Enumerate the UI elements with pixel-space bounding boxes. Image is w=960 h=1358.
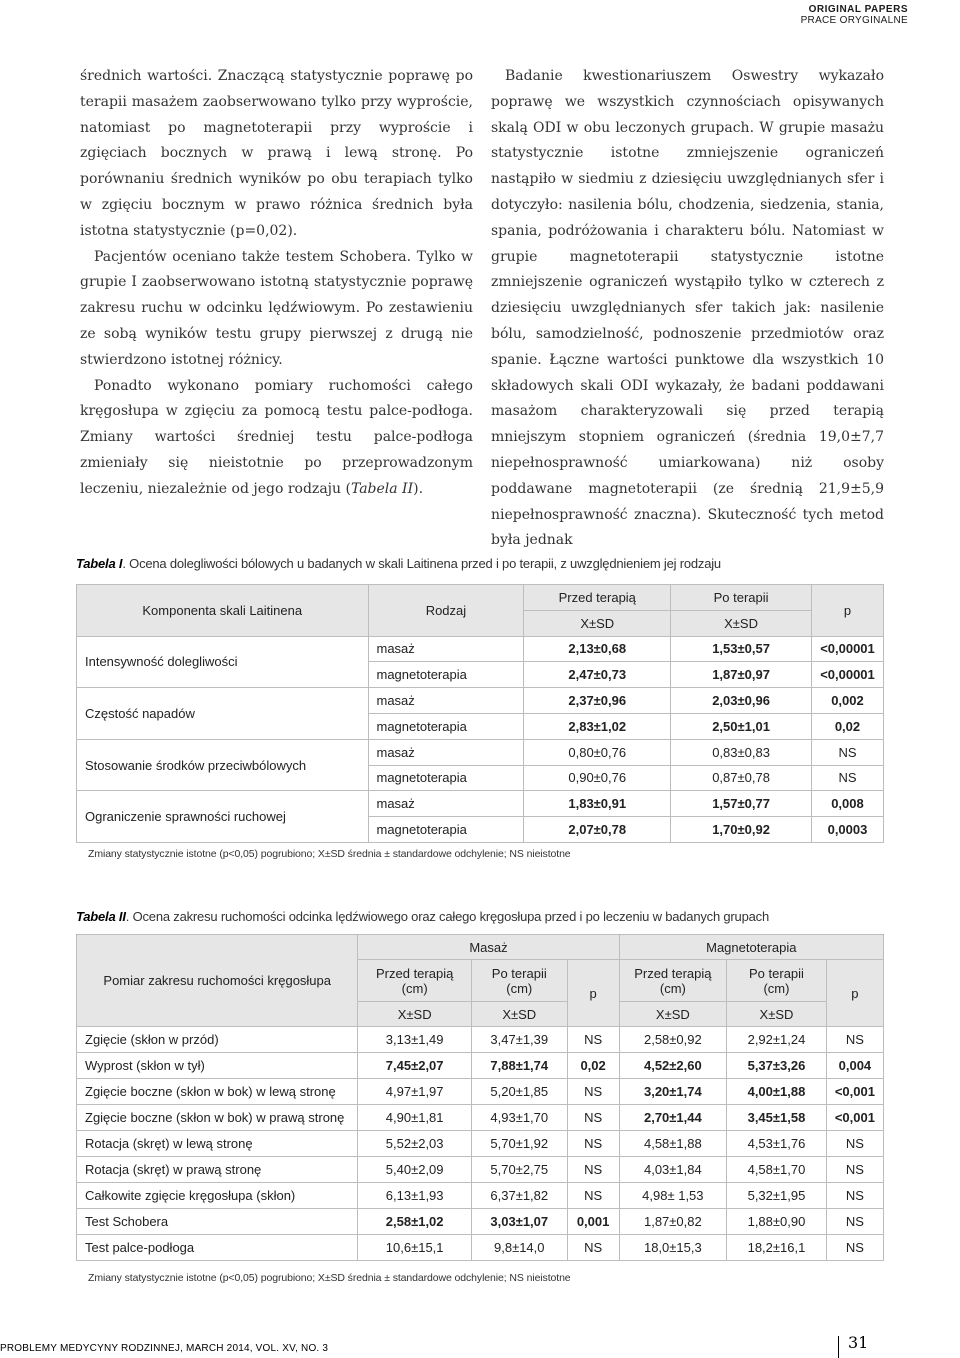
table2-magneto-after-cell: 5,32±1,95 — [727, 1183, 827, 1209]
page-number: 31 — [848, 1333, 869, 1352]
table1-before-cell: 2,47±0,73 — [524, 662, 671, 688]
paragraph — [80, 374, 473, 503]
table2-massage-before-cell: 2,58±1,02 — [358, 1209, 471, 1235]
table2-note: Zmiany statystycznie istotne (p<0,05) pogrubiono; X±SD średnia ± standardowe odchylenie; NS nieistotne — [88, 1272, 571, 1284]
table1-p-cell: 0,02 — [811, 713, 883, 739]
table2-header-xsd: X±SD — [727, 1002, 827, 1027]
table2-header-massage: Masaż — [358, 935, 619, 960]
table-row — [77, 1131, 884, 1157]
table2-magneto-before-cell: 4,98± 1,53 — [619, 1183, 727, 1209]
table2-header-p: p — [567, 960, 619, 1027]
table-reference: Tabela II — [350, 480, 414, 497]
table1-component-cell: Stosowanie środków przeciwbólowych — [77, 739, 369, 791]
table2-magneto-p-cell: <0,001 — [826, 1079, 883, 1105]
table2-magneto-before-cell: 4,03±1,84 — [619, 1157, 727, 1183]
table2-measure-cell: Zgięcie boczne (skłon w bok) w prawą stronę — [77, 1105, 358, 1131]
table2-massage-after-cell: 5,70±1,92 — [471, 1131, 567, 1157]
table2-label: Tabela II — [76, 909, 126, 924]
paragraph-text: Ponadto wykonano pomiary ruchomości całego kręgosłupa w zgięciu za pomocą testu palce-podłoga. Zmiany wartości średniej testu palce-podłoga zmieniały się nieistotnie po przeprowadzonym leczeniu, niezależnie od jego rodzaju ( — [80, 377, 473, 497]
table2-measure-cell: Test Schobera — [77, 1209, 358, 1235]
table-row — [77, 1209, 884, 1235]
table2-massage-before-cell: 10,6±15,1 — [358, 1235, 471, 1261]
table2-header-p: p — [826, 960, 883, 1027]
table2-magneto-after-cell: 4,53±1,76 — [727, 1131, 827, 1157]
table2-massage-p-cell: NS — [567, 1079, 619, 1105]
table2-massage-after-cell: 3,03±1,07 — [471, 1209, 567, 1235]
table-row — [77, 1079, 884, 1105]
table1-type-cell: masaż — [368, 791, 524, 817]
table2 — [76, 934, 884, 1261]
table1-header-xsd: X±SD — [524, 610, 671, 636]
table1-p-cell: NS — [811, 739, 883, 765]
table1-body — [77, 636, 884, 842]
table-row — [77, 1053, 884, 1079]
table2-measure-cell: Zgięcie boczne (skłon w bok) w lewą stronę — [77, 1079, 358, 1105]
table2-caption — [76, 909, 769, 924]
table2-massage-after-cell: 7,88±1,74 — [471, 1053, 567, 1079]
table2-magneto-p-cell: 0,004 — [826, 1053, 883, 1079]
table1-note: Zmiany statystycznie istotne (p<0,05) pogrubiono; X±SD średnia ± standardowe odchylenie; NS nieistotne — [88, 848, 571, 860]
table2-header-magneto: Magnetoterapia — [619, 935, 883, 960]
table1-p-cell: 0,0003 — [811, 817, 883, 843]
table2-header-before: Przed terapią (cm) — [358, 960, 471, 1002]
table2-magneto-after-cell: 2,92±1,24 — [727, 1027, 827, 1053]
table2-magneto-p-cell: NS — [826, 1209, 883, 1235]
table1-type-cell: magnetoterapia — [368, 817, 524, 843]
table1-type-cell: magnetoterapia — [368, 713, 524, 739]
table2-magneto-before-cell: 4,52±2,60 — [619, 1053, 727, 1079]
table1-type-cell: magnetoterapia — [368, 662, 524, 688]
table1-before-cell: 2,07±0,78 — [524, 817, 671, 843]
table1-p-cell: 0,008 — [811, 791, 883, 817]
table1-component-cell: Częstość napadów — [77, 688, 369, 740]
table2-massage-after-cell: 9,8±14,0 — [471, 1235, 567, 1261]
table2-magneto-before-cell: 2,58±0,92 — [619, 1027, 727, 1053]
running-head-line1: ORIGINAL PAPERS — [808, 4, 908, 15]
table2-magneto-before-cell: 3,20±1,74 — [619, 1079, 727, 1105]
table1-header-component: Komponenta skali Laitinena — [77, 585, 369, 637]
table-row — [77, 739, 884, 765]
table1-p-cell: 0,002 — [811, 688, 883, 714]
table1-caption-text: . Ocena dolegliwości bólowych u badanych w skali Laitinena przed i po terapii, z uwzględnieniem jej rodzaju — [122, 556, 721, 571]
table1-header-xsd: X±SD — [671, 610, 812, 636]
table2-header-xsd: X±SD — [358, 1002, 471, 1027]
right-text-column — [491, 64, 884, 554]
table1-after-cell: 1,70±0,92 — [671, 817, 812, 843]
table2-massage-before-cell: 5,52±2,03 — [358, 1131, 471, 1157]
table2-massage-after-cell: 3,47±1,39 — [471, 1027, 567, 1053]
table2-caption-text: . Ocena zakresu ruchomości odcinka lędźwiowego oraz całego kręgosłupa przed i po leczeniu w badanych grupach — [125, 909, 769, 924]
paragraph: średnich wartości. Znaczącą statystycznie poprawę po terapii masażem zaobserwowano tylko przy wyproście, natomiast po magnetoterapii przy wyproście i zgięciach bocznych w prawą i lewą stronę. Po porównaniu średnich wyników po obu terapiach tylko w zgięciu bocznym w prawo różnica średnich była istotna statystycznie (p=0,02). — [80, 68, 473, 239]
table1-before-cell: 0,80±0,76 — [524, 739, 671, 765]
table2-magneto-after-cell: 4,00±1,88 — [727, 1079, 827, 1105]
table-row — [77, 1027, 884, 1053]
table1-p-cell: NS — [811, 765, 883, 791]
table2-massage-before-cell: 4,90±1,81 — [358, 1105, 471, 1131]
table1 — [76, 584, 884, 843]
table1-before-cell: 1,83±0,91 — [524, 791, 671, 817]
table2-header-xsd: X±SD — [619, 1002, 727, 1027]
table1-before-cell: 2,13±0,68 — [524, 636, 671, 662]
table2-measure-cell: Wyprost (skłon w tył) — [77, 1053, 358, 1079]
table2-measure-cell: Całkowite zgięcie kręgosłupa (skłon) — [77, 1183, 358, 1209]
table2-massage-before-cell: 4,97±1,97 — [358, 1079, 471, 1105]
table2-measure-cell: Rotacja (skręt) w prawą stronę — [77, 1157, 358, 1183]
table2-magneto-before-cell: 1,87±0,82 — [619, 1209, 727, 1235]
table1-header-after: Po terapii — [671, 585, 812, 611]
table2-massage-p-cell: NS — [567, 1183, 619, 1209]
table2-header-after: Po terapii (cm) — [727, 960, 827, 1002]
table2-magneto-before-cell: 2,70±1,44 — [619, 1105, 727, 1131]
running-head — [801, 4, 908, 26]
table1-caption — [76, 556, 721, 571]
paragraph-tail: ). — [413, 480, 424, 497]
table2-massage-p-cell: NS — [567, 1105, 619, 1131]
table2-massage-after-cell: 4,93±1,70 — [471, 1105, 567, 1131]
paragraph: Pacjentów oceniano także testem Schobera. Tylko w grupie I zaobserwowano istotną statystycznie poprawę zakresu ruchu w odcinku lędźwiowym. Po zestawieniu ze sobą wyników testu grupy pierwszej z drugą nie stwierdzono istotnej różnicy. — [80, 248, 473, 368]
table2-magneto-before-cell: 4,58±1,88 — [619, 1131, 727, 1157]
table2-body — [77, 1027, 884, 1261]
table1-after-cell: 0,87±0,78 — [671, 765, 812, 791]
table1-before-cell: 0,90±0,76 — [524, 765, 671, 791]
table1-before-cell: 2,37±0,96 — [524, 688, 671, 714]
table2-measure-cell: Test palce-podłoga — [77, 1235, 358, 1261]
table2-header-measure: Pomiar zakresu ruchomości kręgosłupa — [77, 935, 358, 1027]
table2-magneto-p-cell: NS — [826, 1131, 883, 1157]
table1-header-p: p — [811, 585, 883, 637]
table1-header-before: Przed terapią — [524, 585, 671, 611]
paragraph: Badanie kwestionariuszem Oswestry wykazało poprawę we wszystkich czynnościach opisywanych skalą ODI w obu leczonych grupach. W grupie masażu statystycznie istotne zmniejszenie ograniczeń nastąpiło w siedmiu z dziesięciu uwzględnianych sfer i dotyczyło: nasilenia bólu, chodzenia, siedzenia, stania, spania, podróżowania i charakteru bólu. Natomiast w grupie magnetoterapii statystycznie istotne zmniejszenie ograniczeń wystąpiło tylko w czterech z dziesięciu uwzględnianych sfer takich jak: nasilenie bólu, samodzielność, podnoszenie przedmiotów oraz spanie. Łączne wartości punktowe dla wszystkich 10 składowych skali ODI wykazały, że badani poddawani masażom charakteryzowali się przed terapią mniejszym stopniem ograniczeń (średnia 19,0±7,7 niepełnosprawność umiarkowana) niż osoby poddawane magnetoterapii (ze średnią 21,9±5,9 niepełnosprawność znaczna). Skuteczność tych metod była jednak — [491, 68, 884, 549]
table2-massage-p-cell: NS — [567, 1235, 619, 1261]
table2-massage-before-cell: 5,40±2,09 — [358, 1157, 471, 1183]
journal-name: PROBLEMY MEDYCYNY RODZINNEJ — [0, 1343, 181, 1354]
table1-p-cell: <0,00001 — [811, 662, 883, 688]
table2-massage-p-cell: 0,001 — [567, 1209, 619, 1235]
table1-before-cell: 2,83±1,02 — [524, 713, 671, 739]
table1-header-type: Rodzaj — [368, 585, 524, 637]
table2-measure-cell: Zgięcie (skłon w przód) — [77, 1027, 358, 1053]
table2-header-before: Przed terapią (cm) — [619, 960, 727, 1002]
table1-after-cell: 1,57±0,77 — [671, 791, 812, 817]
table1-p-cell: <0,00001 — [811, 636, 883, 662]
table2-magneto-before-cell: 18,0±15,3 — [619, 1235, 727, 1261]
table2-massage-p-cell: NS — [567, 1131, 619, 1157]
table-row — [77, 791, 884, 817]
table1-type-cell: masaż — [368, 688, 524, 714]
table2-magneto-p-cell: NS — [826, 1183, 883, 1209]
table2-massage-before-cell: 6,13±1,93 — [358, 1183, 471, 1209]
table-row — [77, 1235, 884, 1261]
table2-massage-after-cell: 5,70±2,75 — [471, 1157, 567, 1183]
page-footer — [0, 1343, 328, 1354]
table2-magneto-p-cell: NS — [826, 1157, 883, 1183]
table2-massage-p-cell: 0,02 — [567, 1053, 619, 1079]
journal-issue: , MARCH 2014, VOL. XV, NO. 3 — [180, 1343, 329, 1354]
table2-header-xsd: X±SD — [471, 1002, 567, 1027]
table1-type-cell: magnetoterapia — [368, 765, 524, 791]
table1-after-cell: 1,87±0,97 — [671, 662, 812, 688]
table2-header-after: Po terapii (cm) — [471, 960, 567, 1002]
table1-after-cell: 1,53±0,57 — [671, 636, 812, 662]
table2-magneto-after-cell: 18,2±16,1 — [727, 1235, 827, 1261]
table1-after-cell: 2,50±1,01 — [671, 713, 812, 739]
table-row — [77, 1157, 884, 1183]
table2-magneto-p-cell: NS — [826, 1027, 883, 1053]
table2-massage-p-cell: NS — [567, 1157, 619, 1183]
table-row — [77, 1105, 884, 1131]
table1-type-cell: masaż — [368, 739, 524, 765]
table2-massage-p-cell: NS — [567, 1027, 619, 1053]
table2-massage-before-cell: 3,13±1,49 — [358, 1027, 471, 1053]
table1-component-cell: Intensywność dolegliwości — [77, 636, 369, 688]
table1-label: Tabela I — [76, 556, 123, 571]
table1-after-cell: 2,03±0,96 — [671, 688, 812, 714]
table-row — [77, 1183, 884, 1209]
table-row — [77, 636, 884, 662]
running-head-line2: PRACE ORYGINALNE — [800, 15, 908, 26]
table2-magneto-after-cell: 3,45±1,58 — [727, 1105, 827, 1131]
table2-magneto-after-cell: 1,88±0,90 — [727, 1209, 827, 1235]
table2-magneto-p-cell: <0,001 — [826, 1105, 883, 1131]
left-text-column — [80, 64, 473, 503]
table1-type-cell: masaż — [368, 636, 524, 662]
table2-magneto-after-cell: 4,58±1,70 — [727, 1157, 827, 1183]
table1-component-cell: Ograniczenie sprawności ruchowej — [77, 791, 369, 843]
table2-massage-after-cell: 6,37±1,82 — [471, 1183, 567, 1209]
table-row — [77, 688, 884, 714]
table2-magneto-after-cell: 5,37±3,26 — [727, 1053, 827, 1079]
table2-measure-cell: Rotacja (skręt) w lewą stronę — [77, 1131, 358, 1157]
table1-after-cell: 0,83±0,83 — [671, 739, 812, 765]
table2-massage-before-cell: 7,45±2,07 — [358, 1053, 471, 1079]
table2-massage-after-cell: 5,20±1,85 — [471, 1079, 567, 1105]
page-number-rule — [838, 1336, 839, 1358]
table2-magneto-p-cell: NS — [826, 1235, 883, 1261]
